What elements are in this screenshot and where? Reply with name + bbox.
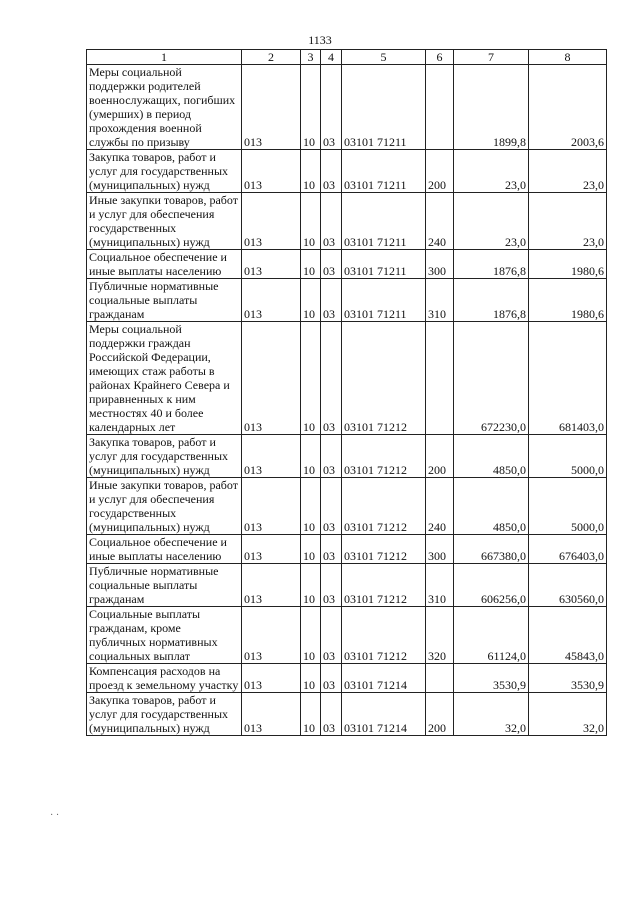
target-article-cell: 03101 71212 [342, 435, 426, 478]
row-name-cell: Меры социальной поддержки родителей военнослужащих, погибших (умерших) в период прохождения военной службы по призыву [87, 65, 242, 150]
subsection-cell: 03 [321, 150, 342, 193]
amount-year1-cell: 667380,0 [454, 535, 529, 564]
subsection-cell: 03 [321, 250, 342, 279]
code-admin-cell: 013 [242, 564, 301, 607]
header-cell: 8 [529, 50, 607, 65]
amount-year1-cell: 1876,8 [454, 279, 529, 322]
amount-year1-cell: 3530,9 [454, 664, 529, 693]
code-admin-cell: 013 [242, 535, 301, 564]
amount-year2-cell: 2003,6 [529, 65, 607, 150]
amount-year2-cell: 681403,0 [529, 322, 607, 435]
table-row [87, 150, 607, 193]
row-name-cell: Социальное обеспечение и иные выплаты населению [87, 250, 242, 279]
amount-year1-cell: 61124,0 [454, 607, 529, 664]
target-article-cell: 03101 71211 [342, 193, 426, 250]
target-article-cell: 03101 71211 [342, 65, 426, 150]
section-cell: 10 [301, 150, 321, 193]
target-article-cell: 03101 71212 [342, 478, 426, 535]
row-name-cell: Иные закупки товаров, работ и услуг для обеспечения государственных (муниципальных) нужд [87, 193, 242, 250]
amount-year2-cell: 1980,6 [529, 250, 607, 279]
subsection-cell: 03 [321, 65, 342, 150]
amount-year2-cell: 676403,0 [529, 535, 607, 564]
header-cell: 6 [426, 50, 454, 65]
amount-year2-cell: 630560,0 [529, 564, 607, 607]
page-number: 1133 [308, 33, 332, 47]
amount-year2-cell: 23,0 [529, 150, 607, 193]
subsection-cell: 03 [321, 322, 342, 435]
code-admin-cell: 013 [242, 607, 301, 664]
subsection-cell: 03 [321, 607, 342, 664]
code-admin-cell: 013 [242, 322, 301, 435]
section-cell: 10 [301, 435, 321, 478]
target-article-cell: 03101 71212 [342, 322, 426, 435]
target-article-cell: 03101 71211 [342, 250, 426, 279]
target-article-cell: 03101 71212 [342, 564, 426, 607]
expense-type-cell: 200 [426, 693, 454, 736]
code-admin-cell: 013 [242, 65, 301, 150]
expense-type-cell: 240 [426, 193, 454, 250]
header-cell: 1 [87, 50, 242, 65]
subsection-cell: 03 [321, 435, 342, 478]
subsection-cell: 03 [321, 478, 342, 535]
subsection-cell: 03 [321, 664, 342, 693]
expense-type-cell: 200 [426, 435, 454, 478]
budget-table [86, 49, 607, 736]
header-cell: 5 [342, 50, 426, 65]
table-row [87, 322, 607, 435]
expense-type-cell: 200 [426, 150, 454, 193]
row-name-cell: Закупка товаров, работ и услуг для государственных (муниципальных) нужд [87, 693, 242, 736]
code-admin-cell: 013 [242, 150, 301, 193]
table-row [87, 193, 607, 250]
expense-type-cell: 240 [426, 478, 454, 535]
amount-year2-cell: 3530,9 [529, 664, 607, 693]
target-article-cell: 03101 71212 [342, 607, 426, 664]
table-body [87, 50, 607, 736]
subsection-cell: 03 [321, 279, 342, 322]
header-cell: 4 [321, 50, 342, 65]
row-name-cell: Публичные нормативные социальные выплаты гражданам [87, 564, 242, 607]
amount-year1-cell: 1876,8 [454, 250, 529, 279]
section-cell: 10 [301, 279, 321, 322]
row-name-cell: Социальные выплаты гражданам, кроме публичных нормативных социальных выплат [87, 607, 242, 664]
code-admin-cell: 013 [242, 279, 301, 322]
row-name-cell: Социальное обеспечение и иные выплаты населению [87, 535, 242, 564]
table-row [87, 435, 607, 478]
row-name-cell: Закупка товаров, работ и услуг для государственных (муниципальных) нужд [87, 435, 242, 478]
row-name-cell: Иные закупки товаров, работ и услуг для обеспечения государственных (муниципальных) нужд [87, 478, 242, 535]
code-admin-cell: 013 [242, 250, 301, 279]
table-row [87, 279, 607, 322]
header-cell: 7 [454, 50, 529, 65]
expense-type-cell: 320 [426, 607, 454, 664]
section-cell: 10 [301, 193, 321, 250]
header-row [87, 50, 607, 65]
section-cell: 10 [301, 65, 321, 150]
expense-type-cell: 300 [426, 535, 454, 564]
amount-year2-cell: 5000,0 [529, 435, 607, 478]
row-name-cell: Компенсация расходов на проезд к земельному участку [87, 664, 242, 693]
target-article-cell: 03101 71212 [342, 535, 426, 564]
expense-type-cell: 300 [426, 250, 454, 279]
amount-year1-cell: 23,0 [454, 150, 529, 193]
target-article-cell: 03101 71214 [342, 693, 426, 736]
table-row [87, 607, 607, 664]
expense-type-cell [426, 322, 454, 435]
table-row [87, 564, 607, 607]
target-article-cell: 03101 71211 [342, 279, 426, 322]
amount-year1-cell: 1899,8 [454, 65, 529, 150]
subsection-cell: 03 [321, 193, 342, 250]
amount-year1-cell: 32,0 [454, 693, 529, 736]
subsection-cell: 03 [321, 564, 342, 607]
table-row [87, 478, 607, 535]
code-admin-cell: 013 [242, 693, 301, 736]
row-name-cell: Меры социальной поддержки граждан Российской Федерации, имеющих стаж работы в районах Крайнего Севера и приравненных к ним местностях 40 и более календарных лет [87, 322, 242, 435]
code-admin-cell: 013 [242, 478, 301, 535]
section-cell: 10 [301, 607, 321, 664]
expense-type-cell: 310 [426, 279, 454, 322]
section-cell: 10 [301, 322, 321, 435]
amount-year2-cell: 5000,0 [529, 478, 607, 535]
amount-year1-cell: 4850,0 [454, 478, 529, 535]
target-article-cell: 03101 71214 [342, 664, 426, 693]
scratch-mark: · · [50, 810, 60, 821]
code-admin-cell: 013 [242, 435, 301, 478]
header-cell: 2 [242, 50, 301, 65]
amount-year1-cell: 4850,0 [454, 435, 529, 478]
expense-type-cell: 310 [426, 564, 454, 607]
header-cell: 3 [301, 50, 321, 65]
subsection-cell: 03 [321, 535, 342, 564]
amount-year2-cell: 23,0 [529, 193, 607, 250]
table-row [87, 664, 607, 693]
code-admin-cell: 013 [242, 664, 301, 693]
row-name-cell: Публичные нормативные социальные выплаты гражданам [87, 279, 242, 322]
section-cell: 10 [301, 250, 321, 279]
table-row [87, 693, 607, 736]
target-article-cell: 03101 71211 [342, 150, 426, 193]
amount-year1-cell: 23,0 [454, 193, 529, 250]
expense-type-cell [426, 65, 454, 150]
amount-year2-cell: 32,0 [529, 693, 607, 736]
expense-type-cell [426, 664, 454, 693]
margin-marks [50, 810, 59, 821]
table-row [87, 535, 607, 564]
section-cell: 10 [301, 693, 321, 736]
amount-year1-cell: 672230,0 [454, 322, 529, 435]
amount-year1-cell: 606256,0 [454, 564, 529, 607]
amount-year2-cell: 1980,6 [529, 279, 607, 322]
section-cell: 10 [301, 535, 321, 564]
section-cell: 10 [301, 664, 321, 693]
table-row [87, 250, 607, 279]
amount-year2-cell: 45843,0 [529, 607, 607, 664]
code-admin-cell: 013 [242, 193, 301, 250]
row-name-cell: Закупка товаров, работ и услуг для государственных (муниципальных) нужд [87, 150, 242, 193]
section-cell: 10 [301, 564, 321, 607]
section-cell: 10 [301, 478, 321, 535]
subsection-cell: 03 [321, 693, 342, 736]
table-row [87, 65, 607, 150]
